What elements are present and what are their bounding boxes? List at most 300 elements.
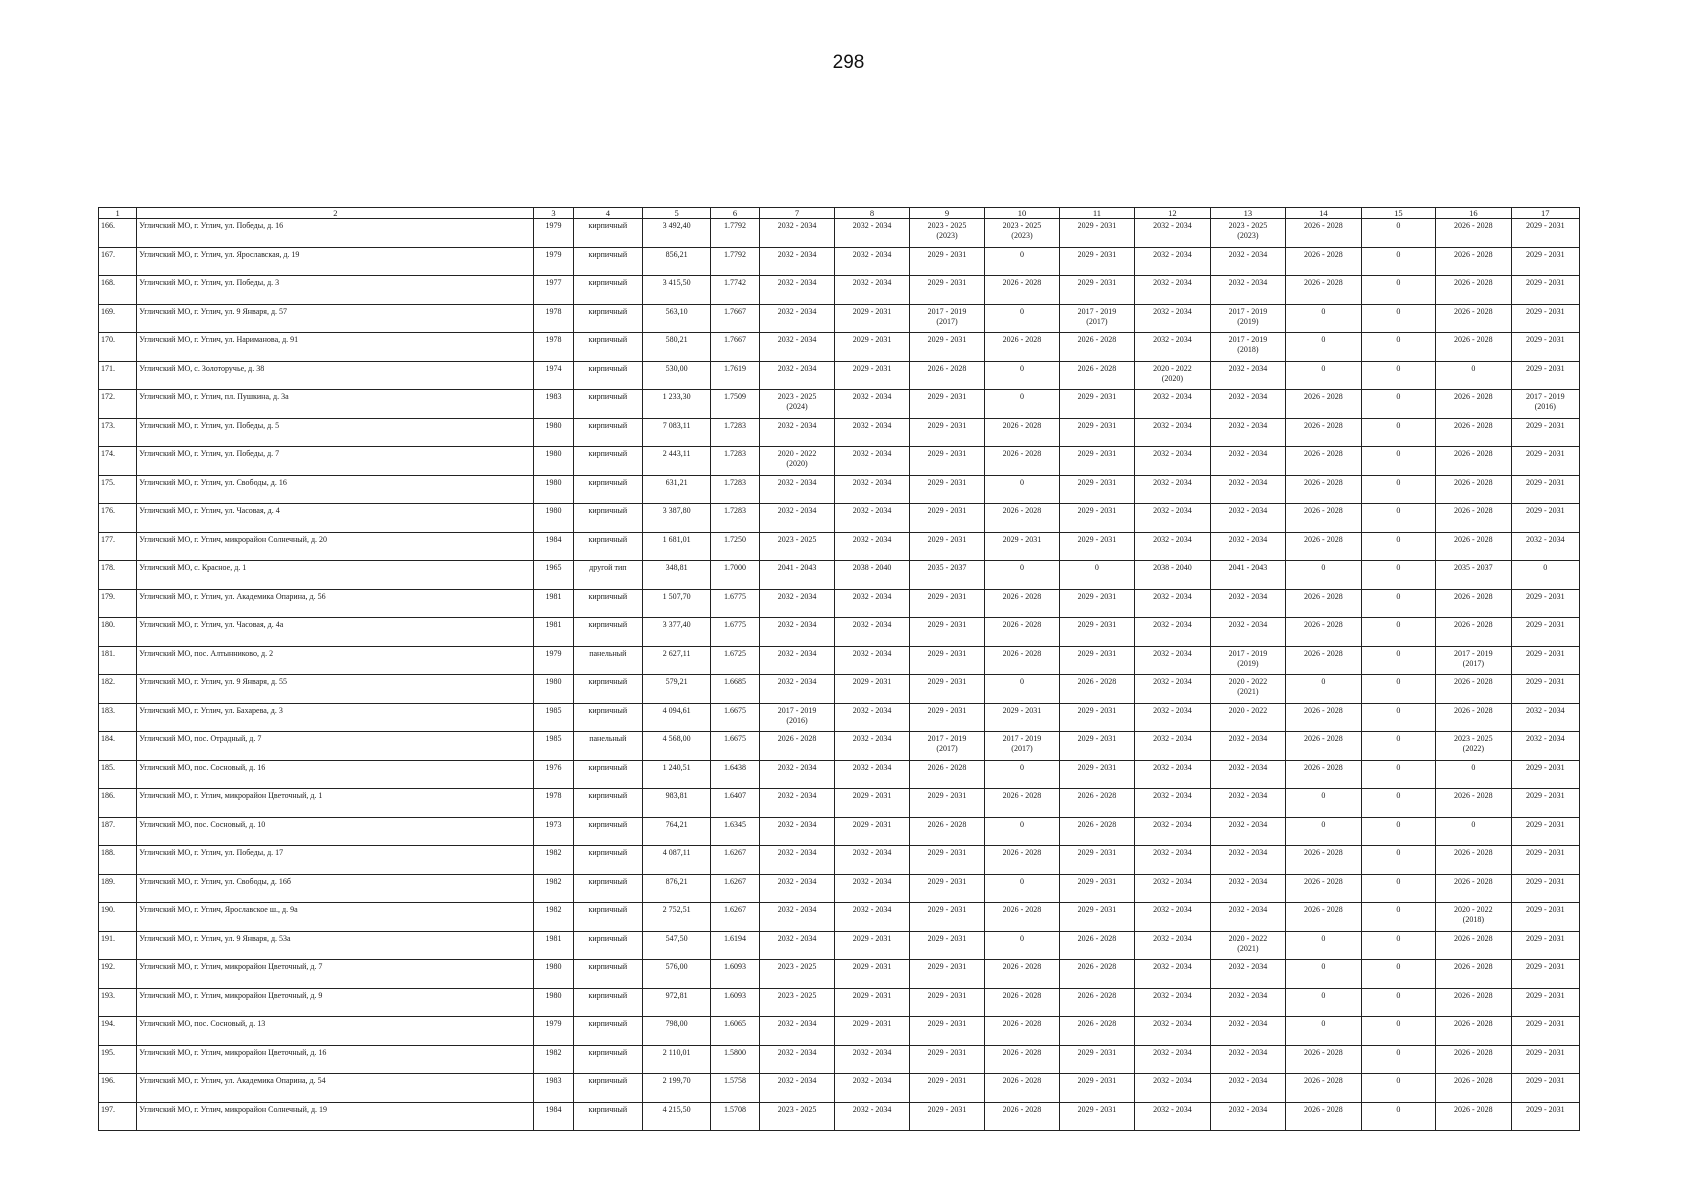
period-col-16-cell: 2026 - 2028 [1436,846,1511,875]
total-area-cell: 1 681,01 [642,532,710,561]
period-col-7-cell: 2032 - 2034 [759,789,834,818]
period-col-13-cell: 2041 - 2043 [1210,561,1285,590]
period-col-12-cell: 2032 - 2034 [1135,960,1210,989]
period-col-15-cell: 0 [1361,1017,1435,1046]
wall-material-cell: кирпичный [573,447,642,476]
period-col-17-cell: 2029 - 2031 [1511,219,1579,248]
period-col-17-cell: 2029 - 2031 [1511,817,1579,846]
period-col-14-cell: 0 [1286,817,1361,846]
address-cell: Угличский МО, г. Углич, Ярославское ш., д. 9а [137,903,534,932]
period-col-13-cell: 2032 - 2034 [1210,276,1285,305]
year-built-cell: 1982 [534,874,573,903]
table-row [99,219,1580,248]
period-col-10-cell: 0 [985,247,1059,276]
address-cell: Угличский МО, г. Углич, ул. Бахарева, д. 3 [137,703,534,732]
table-row [99,1017,1580,1046]
row-number-cell: 167. [99,247,137,276]
period-col-17-cell: 2029 - 2031 [1511,333,1579,362]
period-col-8-cell: 2032 - 2034 [835,1074,909,1103]
period-col-14-cell: 0 [1286,561,1361,590]
period-col-17-cell: 2029 - 2031 [1511,1017,1579,1046]
table-row [99,1074,1580,1103]
priority-index-cell: 1.6675 [711,703,760,732]
total-area-cell: 983,81 [642,789,710,818]
period-col-8-cell: 2032 - 2034 [835,418,909,447]
period-col-10-cell: 0 [985,675,1059,704]
period-col-13-cell: 2032 - 2034 [1210,846,1285,875]
period-col-14-cell: 0 [1286,960,1361,989]
period-col-13-cell: 2032 - 2034 [1210,418,1285,447]
total-area-cell: 4 087,11 [642,846,710,875]
period-col-15-cell: 0 [1361,960,1435,989]
period-col-12-cell: 2032 - 2034 [1135,304,1210,333]
column-header: 15 [1361,208,1435,219]
wall-material-cell: кирпичный [573,1074,642,1103]
period-col-10-cell: 0 [985,874,1059,903]
row-number-cell: 174. [99,447,137,476]
table-row [99,789,1580,818]
period-col-15-cell: 0 [1361,504,1435,533]
priority-index-cell: 1.6775 [711,618,760,647]
period-col-9-cell: 2029 - 2031 [909,960,984,989]
period-col-16-cell: 2026 - 2028 [1436,1017,1511,1046]
total-area-cell: 631,21 [642,475,710,504]
period-col-15-cell: 0 [1361,390,1435,419]
table-row [99,646,1580,675]
period-col-12-cell: 2032 - 2034 [1135,732,1210,761]
period-col-11-cell: 2029 - 2031 [1059,247,1134,276]
total-area-cell: 563,10 [642,304,710,333]
period-col-8-cell: 2029 - 2031 [835,789,909,818]
period-col-9-cell: 2029 - 2031 [909,874,984,903]
period-col-11-cell: 2029 - 2031 [1059,447,1134,476]
period-col-10-cell: 2026 - 2028 [985,960,1059,989]
table-row [99,675,1580,704]
wall-material-cell: кирпичный [573,846,642,875]
period-col-8-cell: 2032 - 2034 [835,903,909,932]
period-col-17-cell: 2029 - 2031 [1511,304,1579,333]
address-cell: Угличский МО, г. Углич, микрорайон Солнечный, д. 19 [137,1102,534,1131]
period-col-12-cell: 2032 - 2034 [1135,418,1210,447]
period-col-11-cell: 2029 - 2031 [1059,732,1134,761]
period-col-12-cell: 2032 - 2034 [1135,276,1210,305]
wall-material-cell: кирпичный [573,760,642,789]
year-built-cell: 1985 [534,703,573,732]
period-col-11-cell: 2026 - 2028 [1059,988,1134,1017]
period-col-17-cell: 2029 - 2031 [1511,760,1579,789]
table-row [99,874,1580,903]
period-col-10-cell: 2026 - 2028 [985,589,1059,618]
period-col-12-cell: 2032 - 2034 [1135,589,1210,618]
priority-index-cell: 1.7667 [711,333,760,362]
priority-index-cell: 1.6775 [711,589,760,618]
period-col-15-cell: 0 [1361,703,1435,732]
period-col-9-cell: 2029 - 2031 [909,703,984,732]
period-col-11-cell: 2017 - 2019 (2017) [1059,304,1134,333]
period-col-12-cell: 2032 - 2034 [1135,903,1210,932]
period-col-7-cell: 2032 - 2034 [759,846,834,875]
wall-material-cell: кирпичный [573,247,642,276]
priority-index-cell: 1.6194 [711,931,760,960]
period-col-16-cell: 2026 - 2028 [1436,1074,1511,1103]
period-col-16-cell: 2026 - 2028 [1436,390,1511,419]
period-col-12-cell: 2032 - 2034 [1135,447,1210,476]
priority-index-cell: 1.6725 [711,646,760,675]
period-col-13-cell: 2032 - 2034 [1210,618,1285,647]
period-col-9-cell: 2029 - 2031 [909,1102,984,1131]
period-col-10-cell: 2026 - 2028 [985,1045,1059,1074]
priority-index-cell: 1.7742 [711,276,760,305]
period-col-15-cell: 0 [1361,1074,1435,1103]
period-col-14-cell: 2026 - 2028 [1286,618,1361,647]
period-col-10-cell: 0 [985,475,1059,504]
period-col-15-cell: 0 [1361,817,1435,846]
table-row [99,532,1580,561]
period-col-14-cell: 2026 - 2028 [1286,760,1361,789]
total-area-cell: 2 443,11 [642,447,710,476]
year-built-cell: 1985 [534,732,573,761]
table-row [99,475,1580,504]
total-area-cell: 2 110,01 [642,1045,710,1074]
period-col-13-cell: 2032 - 2034 [1210,589,1285,618]
period-col-13-cell: 2032 - 2034 [1210,760,1285,789]
total-area-cell: 4 094,61 [642,703,710,732]
row-number-cell: 172. [99,390,137,419]
row-number-cell: 196. [99,1074,137,1103]
period-col-16-cell: 2026 - 2028 [1436,247,1511,276]
wall-material-cell: кирпичный [573,675,642,704]
year-built-cell: 1980 [534,675,573,704]
wall-material-cell: кирпичный [573,276,642,305]
row-number-cell: 173. [99,418,137,447]
period-col-11-cell: 2029 - 2031 [1059,589,1134,618]
total-area-cell: 348,81 [642,561,710,590]
period-col-13-cell: 2020 - 2022 (2021) [1210,675,1285,704]
year-built-cell: 1984 [534,1102,573,1131]
period-col-8-cell: 2029 - 2031 [835,304,909,333]
period-col-15-cell: 0 [1361,846,1435,875]
row-number-cell: 166. [99,219,137,248]
period-col-9-cell: 2029 - 2031 [909,504,984,533]
period-col-7-cell: 2032 - 2034 [759,219,834,248]
row-number-cell: 178. [99,561,137,590]
period-col-13-cell: 2032 - 2034 [1210,903,1285,932]
priority-index-cell: 1.7667 [711,304,760,333]
address-cell: Угличский МО, г. Углич, ул. Победы, д. 3 [137,276,534,305]
priority-index-cell: 1.7000 [711,561,760,590]
period-col-16-cell: 0 [1436,817,1511,846]
period-col-17-cell: 2029 - 2031 [1511,646,1579,675]
period-col-12-cell: 2032 - 2034 [1135,333,1210,362]
table-row [99,760,1580,789]
period-col-15-cell: 0 [1361,732,1435,761]
period-col-8-cell: 2032 - 2034 [835,219,909,248]
period-col-15-cell: 0 [1361,1045,1435,1074]
period-col-9-cell: 2029 - 2031 [909,988,984,1017]
period-col-11-cell: 2026 - 2028 [1059,361,1134,390]
period-col-17-cell: 2029 - 2031 [1511,447,1579,476]
wall-material-cell: другой тип [573,561,642,590]
period-col-15-cell: 0 [1361,589,1435,618]
period-col-16-cell: 2026 - 2028 [1436,333,1511,362]
period-col-14-cell: 2026 - 2028 [1286,390,1361,419]
period-col-9-cell: 2026 - 2028 [909,760,984,789]
period-col-10-cell: 2026 - 2028 [985,276,1059,305]
period-col-14-cell: 0 [1286,675,1361,704]
period-col-17-cell: 2029 - 2031 [1511,789,1579,818]
period-col-13-cell: 2032 - 2034 [1210,1017,1285,1046]
wall-material-cell: кирпичный [573,988,642,1017]
period-col-12-cell: 2032 - 2034 [1135,504,1210,533]
year-built-cell: 1982 [534,903,573,932]
period-col-9-cell: 2029 - 2031 [909,390,984,419]
period-col-7-cell: 2041 - 2043 [759,561,834,590]
period-col-9-cell: 2017 - 2019 (2017) [909,304,984,333]
period-col-8-cell: 2029 - 2031 [835,675,909,704]
period-col-16-cell: 2026 - 2028 [1436,532,1511,561]
period-col-11-cell: 2029 - 2031 [1059,390,1134,419]
wall-material-cell: кирпичный [573,1017,642,1046]
period-col-10-cell: 0 [985,931,1059,960]
year-built-cell: 1979 [534,219,573,248]
row-number-cell: 175. [99,475,137,504]
table-header [99,208,1580,219]
period-col-9-cell: 2029 - 2031 [909,1017,984,1046]
period-col-16-cell: 2026 - 2028 [1436,1045,1511,1074]
period-col-9-cell: 2029 - 2031 [909,276,984,305]
wall-material-cell: кирпичный [573,1045,642,1074]
column-header: 4 [573,208,642,219]
address-cell: Угличский МО, пос. Отрадный, д. 7 [137,732,534,761]
period-col-9-cell: 2029 - 2031 [909,247,984,276]
period-col-15-cell: 0 [1361,874,1435,903]
period-col-8-cell: 2032 - 2034 [835,732,909,761]
priority-index-cell: 1.6407 [711,789,760,818]
address-cell: Угличский МО, г. Углич, микрорайон Цветочный, д. 16 [137,1045,534,1074]
table-row [99,846,1580,875]
total-area-cell: 4 568,00 [642,732,710,761]
period-col-8-cell: 2032 - 2034 [835,504,909,533]
wall-material-cell: панельный [573,646,642,675]
period-col-12-cell: 2032 - 2034 [1135,475,1210,504]
period-col-13-cell: 2032 - 2034 [1210,817,1285,846]
period-col-14-cell: 2026 - 2028 [1286,903,1361,932]
period-col-10-cell: 2026 - 2028 [985,646,1059,675]
period-col-8-cell: 2032 - 2034 [835,247,909,276]
period-col-13-cell: 2032 - 2034 [1210,960,1285,989]
row-number-cell: 170. [99,333,137,362]
year-built-cell: 1983 [534,390,573,419]
period-col-13-cell: 2032 - 2034 [1210,874,1285,903]
period-col-7-cell: 2032 - 2034 [759,931,834,960]
period-col-10-cell: 2026 - 2028 [985,333,1059,362]
period-col-9-cell: 2029 - 2031 [909,931,984,960]
period-col-15-cell: 0 [1361,475,1435,504]
row-number-cell: 190. [99,903,137,932]
period-col-17-cell: 2029 - 2031 [1511,675,1579,704]
table-row [99,418,1580,447]
period-col-12-cell: 2032 - 2034 [1135,1017,1210,1046]
period-col-17-cell: 2029 - 2031 [1511,1102,1579,1131]
period-col-16-cell: 2026 - 2028 [1436,276,1511,305]
period-col-10-cell: 2026 - 2028 [985,1102,1059,1131]
period-col-14-cell: 0 [1286,931,1361,960]
table-row [99,247,1580,276]
priority-index-cell: 1.7619 [711,361,760,390]
period-col-12-cell: 2032 - 2034 [1135,874,1210,903]
period-col-10-cell: 0 [985,561,1059,590]
address-cell: Угличский МО, г. Углич, ул. Ярославская, д. 19 [137,247,534,276]
period-col-10-cell: 0 [985,304,1059,333]
period-col-9-cell: 2029 - 2031 [909,846,984,875]
period-col-10-cell: 2026 - 2028 [985,504,1059,533]
period-col-13-cell: 2020 - 2022 (2021) [1210,931,1285,960]
address-cell: Угличский МО, г. Углич, ул. Часовая, д. 4а [137,618,534,647]
table-row [99,1102,1580,1131]
priority-index-cell: 1.6267 [711,874,760,903]
period-col-11-cell: 2026 - 2028 [1059,817,1134,846]
period-col-13-cell: 2032 - 2034 [1210,789,1285,818]
total-area-cell: 764,21 [642,817,710,846]
period-col-16-cell: 2026 - 2028 [1436,475,1511,504]
column-header: 7 [759,208,834,219]
period-col-15-cell: 0 [1361,789,1435,818]
period-col-17-cell: 2029 - 2031 [1511,589,1579,618]
address-cell: Угличский МО, г. Углич, ул. Свободы, д. 16б [137,874,534,903]
period-col-17-cell: 2029 - 2031 [1511,1074,1579,1103]
period-col-15-cell: 0 [1361,675,1435,704]
address-cell: Угличский МО, с. Золоторучье, д. 38 [137,361,534,390]
total-area-cell: 579,21 [642,675,710,704]
priority-index-cell: 1.6267 [711,903,760,932]
table-row [99,988,1580,1017]
priority-index-cell: 1.6093 [711,988,760,1017]
table-row [99,931,1580,960]
period-col-10-cell: 2026 - 2028 [985,618,1059,647]
period-col-7-cell: 2032 - 2034 [759,1074,834,1103]
period-col-16-cell: 2026 - 2028 [1436,675,1511,704]
period-col-17-cell: 2029 - 2031 [1511,960,1579,989]
period-col-12-cell: 2032 - 2034 [1135,988,1210,1017]
period-col-8-cell: 2032 - 2034 [835,276,909,305]
period-col-11-cell: 2026 - 2028 [1059,960,1134,989]
column-header: 9 [909,208,984,219]
period-col-8-cell: 2029 - 2031 [835,361,909,390]
year-built-cell: 1973 [534,817,573,846]
period-col-15-cell: 0 [1361,760,1435,789]
year-built-cell: 1980 [534,418,573,447]
row-number-cell: 179. [99,589,137,618]
total-area-cell: 7 083,11 [642,418,710,447]
row-number-cell: 168. [99,276,137,305]
period-col-10-cell: 2029 - 2031 [985,703,1059,732]
period-col-12-cell: 2032 - 2034 [1135,703,1210,732]
wall-material-cell: кирпичный [573,304,642,333]
period-col-13-cell: 2020 - 2022 [1210,703,1285,732]
period-col-11-cell: 0 [1059,561,1134,590]
row-number-cell: 197. [99,1102,137,1131]
year-built-cell: 1982 [534,846,573,875]
total-area-cell: 547,50 [642,931,710,960]
period-col-8-cell: 2032 - 2034 [835,760,909,789]
total-area-cell: 856,21 [642,247,710,276]
period-col-12-cell: 2032 - 2034 [1135,532,1210,561]
period-col-15-cell: 0 [1361,276,1435,305]
period-col-17-cell: 2029 - 2031 [1511,846,1579,875]
total-area-cell: 3 492,40 [642,219,710,248]
period-col-16-cell: 2026 - 2028 [1436,418,1511,447]
year-built-cell: 1981 [534,931,573,960]
period-col-17-cell: 2029 - 2031 [1511,418,1579,447]
period-col-13-cell: 2032 - 2034 [1210,988,1285,1017]
period-col-7-cell: 2032 - 2034 [759,247,834,276]
period-col-7-cell: 2032 - 2034 [759,1017,834,1046]
row-number-cell: 183. [99,703,137,732]
period-col-9-cell: 2029 - 2031 [909,675,984,704]
period-col-12-cell: 2032 - 2034 [1135,390,1210,419]
period-col-8-cell: 2032 - 2034 [835,447,909,476]
priority-index-cell: 1.5708 [711,1102,760,1131]
period-col-9-cell: 2029 - 2031 [909,418,984,447]
period-col-12-cell: 2032 - 2034 [1135,760,1210,789]
total-area-cell: 3 415,50 [642,276,710,305]
column-number-row [99,208,1580,219]
period-col-7-cell: 2023 - 2025 [759,532,834,561]
priority-index-cell: 1.7283 [711,475,760,504]
column-header: 6 [711,208,760,219]
period-col-13-cell: 2032 - 2034 [1210,361,1285,390]
period-col-10-cell: 0 [985,361,1059,390]
address-cell: Угличский МО, г. Углич, ул. Победы, д. 5 [137,418,534,447]
total-area-cell: 3 387,80 [642,504,710,533]
period-col-12-cell: 2032 - 2034 [1135,675,1210,704]
period-col-17-cell: 2029 - 2031 [1511,361,1579,390]
period-col-13-cell: 2032 - 2034 [1210,247,1285,276]
table-row [99,960,1580,989]
period-col-9-cell: 2029 - 2031 [909,532,984,561]
period-col-9-cell: 2029 - 2031 [909,1045,984,1074]
period-col-13-cell: 2032 - 2034 [1210,390,1285,419]
period-col-16-cell: 2026 - 2028 [1436,504,1511,533]
column-header: 13 [1210,208,1285,219]
row-number-cell: 195. [99,1045,137,1074]
period-col-15-cell: 0 [1361,418,1435,447]
period-col-16-cell: 2026 - 2028 [1436,789,1511,818]
period-col-11-cell: 2029 - 2031 [1059,874,1134,903]
period-col-11-cell: 2029 - 2031 [1059,475,1134,504]
period-col-12-cell: 2032 - 2034 [1135,789,1210,818]
period-col-7-cell: 2032 - 2034 [759,760,834,789]
period-col-10-cell: 2026 - 2028 [985,1017,1059,1046]
period-col-8-cell: 2032 - 2034 [835,846,909,875]
period-col-14-cell: 0 [1286,789,1361,818]
total-area-cell: 1 233,30 [642,390,710,419]
period-col-10-cell: 2026 - 2028 [985,447,1059,476]
period-col-15-cell: 0 [1361,532,1435,561]
period-col-7-cell: 2032 - 2034 [759,504,834,533]
priority-index-cell: 1.6438 [711,760,760,789]
period-col-12-cell: 2032 - 2034 [1135,1045,1210,1074]
priority-index-cell: 1.6267 [711,846,760,875]
period-col-13-cell: 2032 - 2034 [1210,732,1285,761]
period-col-15-cell: 0 [1361,447,1435,476]
period-col-14-cell: 0 [1286,1017,1361,1046]
year-built-cell: 1980 [534,960,573,989]
period-col-7-cell: 2023 - 2025 [759,988,834,1017]
period-col-7-cell: 2023 - 2025 [759,960,834,989]
period-col-7-cell: 2032 - 2034 [759,304,834,333]
period-col-12-cell: 2032 - 2034 [1135,931,1210,960]
